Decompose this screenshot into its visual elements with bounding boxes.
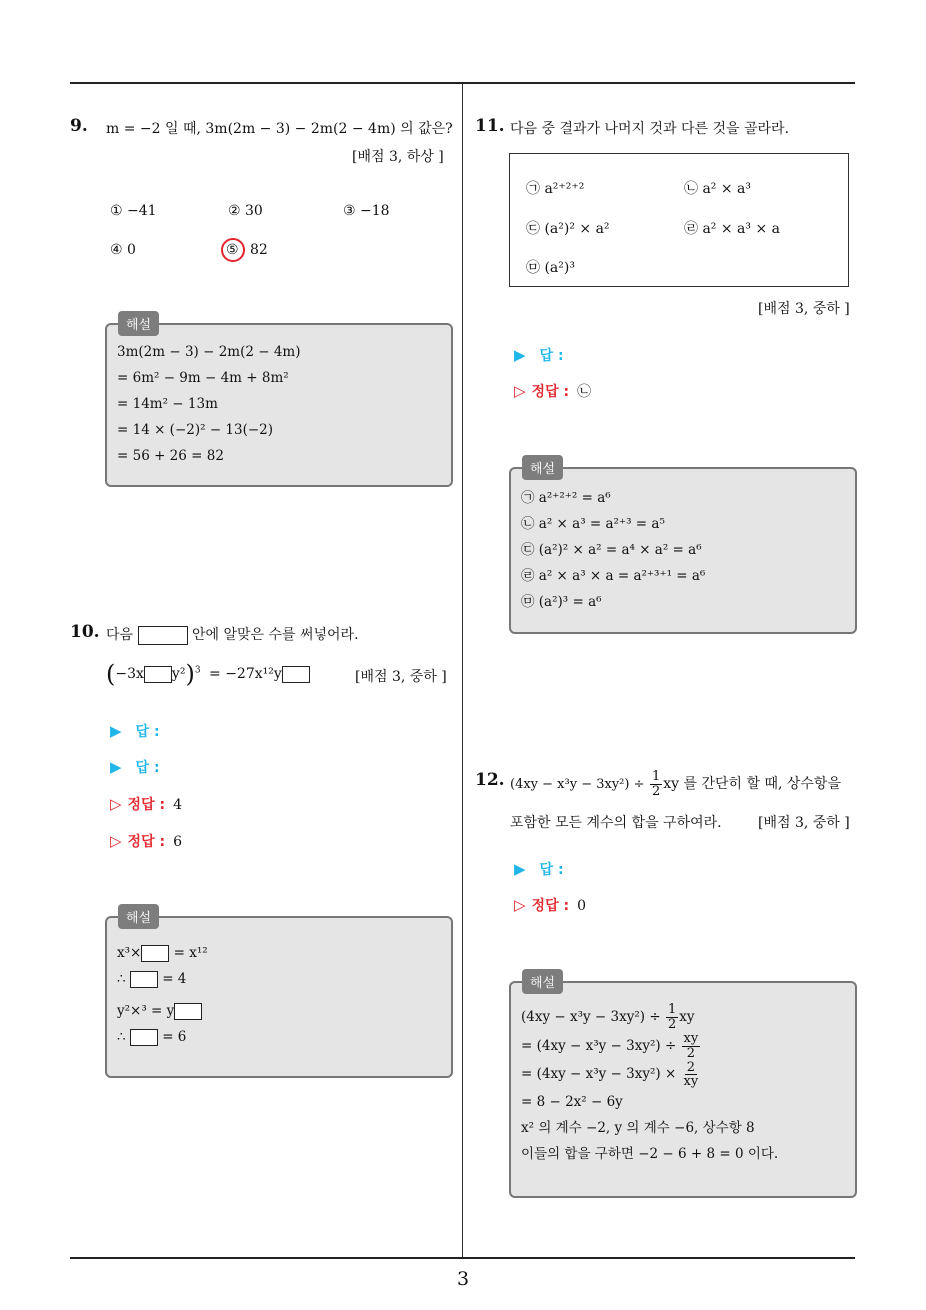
q10-meta: [배점 3, 중하 ] <box>355 669 447 685</box>
q10-answer-line-2[interactable]: ▶ 답 : <box>110 758 160 776</box>
q9-sol-line: 3m(2m − 3) − 2m(2 − 4m) <box>117 344 301 360</box>
q10-eq-pow: 3 <box>194 665 201 676</box>
q10-sol-box <box>130 1029 158 1046</box>
q10-sol-line: y²×³ = y <box>117 998 441 1024</box>
q9-choice-3[interactable]: ③ −18 <box>343 203 390 219</box>
q9-solution-box <box>105 323 453 487</box>
q11-sol-line: ㉢ (a²)² × a² = a⁴ × a² = a⁶ <box>521 542 702 558</box>
q10-solution-tag: 해설 <box>118 904 159 929</box>
q9-solution-tag: 해설 <box>118 311 159 336</box>
q9-choice-2[interactable]: ② 30 <box>228 203 263 219</box>
q11-sol-line: ㉠ a²⁺²⁺² = a⁶ <box>521 490 611 506</box>
q10-sol-line: x³× = x¹² <box>117 945 208 961</box>
q11-option-4[interactable]: ㉣ a² × a³ × a <box>684 221 780 237</box>
q10-number: 10. <box>70 622 100 642</box>
q12-answer-line[interactable]: ▶ 답 : <box>514 860 564 878</box>
q11-number: 11. <box>475 116 505 136</box>
correct-triangle-icon: ▷ <box>110 795 122 813</box>
bottom-rule <box>70 1257 855 1259</box>
q11-sol-line: ㉡ a² × a³ = a²⁺³ = a⁵ <box>521 516 665 532</box>
q10-sol-box <box>174 1003 202 1020</box>
q9-choice-1[interactable]: ① −41 <box>110 203 157 219</box>
answer-arrow-icon: ▶ <box>110 722 122 740</box>
q10-sol-line: ∴ = 6 <box>117 1029 187 1045</box>
q10-correct-line-1: ▷ 정답 : 4 <box>110 795 182 813</box>
q9-text: m = −2 일 때, 3m(2m − 3) − 2m(2 − 4m) 의 값은? <box>106 121 453 137</box>
q11-options-box <box>509 153 849 287</box>
q10-sol-line: ∴ = 4 <box>117 971 187 987</box>
q10-eq-mid: y² <box>171 666 186 682</box>
q9-number: 9. <box>70 116 88 136</box>
answer-arrow-icon: ▶ <box>110 758 122 776</box>
q11-option-5[interactable]: ㉤ (a²)³ <box>526 260 575 276</box>
q9-sol-line: = 6m² − 9m − 4m + 8m² <box>117 370 289 386</box>
q11-correct-line: ▷ 정답 : ㉡ <box>514 382 592 400</box>
q11-meta: [배점 3, 중하 ] <box>758 301 850 317</box>
q12-correct-line: ▷ 정답 : 0 <box>514 896 586 914</box>
correct-triangle-icon: ▷ <box>110 832 122 850</box>
q10-blank-box <box>138 626 188 645</box>
q9-choice-4[interactable]: ④ 0 <box>110 242 136 258</box>
q12-fraction: $\frac{1}{2}$ <box>651 769 661 799</box>
answer-arrow-icon: ▶ <box>514 860 526 878</box>
q10-equation: (−3x y²)$^3$ = −27x¹²y <box>106 660 310 688</box>
column-divider <box>462 84 463 1259</box>
q10-text <box>106 624 359 645</box>
q11-option-1[interactable]: ㉠ a²⁺²⁺² <box>526 181 585 197</box>
q9-choice-5-marker[interactable]: ⑤ <box>226 242 239 258</box>
q12-text-line1: (4xy − x³y − 3xy²) ÷ $\frac{1}{2}$ xy 를 간단히 할 때, 상수항을 <box>510 769 841 799</box>
q12-solution-box <box>509 981 857 1198</box>
q10-text-a: 다음 <box>106 627 134 643</box>
q9-meta: [배점 3, 하상 ] <box>352 149 444 165</box>
q10-sol-box <box>130 971 158 988</box>
q12-sol-line: = 8 − 2x² − 6y <box>521 1093 623 1110</box>
q11-sol-line: ㉣ a² × a³ × a = a²⁺³⁺¹ = a⁶ <box>521 568 706 584</box>
answer-arrow-icon: ▶ <box>514 346 526 364</box>
q12-sol-line: 이들의 합을 구하면 −2 − 6 + 8 = 0 이다. <box>521 1145 779 1162</box>
q12-sol-line: (4xy − x³y − 3xy²) ÷ $\frac{1}{2}$ xy <box>521 1002 695 1032</box>
q10-correct-line-2: ▷ 정답 : 6 <box>110 832 182 850</box>
q11-option-3[interactable]: ㉢ (a²)² × a² <box>526 221 610 237</box>
page-number: 3 <box>456 1268 470 1290</box>
q12-sol-line: = (4xy − x³y − 3xy²) × $\frac{2}{xy}$ <box>521 1059 699 1090</box>
q10-eq-left: −3x <box>115 666 144 682</box>
q12-sol-line: x² 의 계수 −2, y 의 계수 −6, 상수항 8 <box>521 1119 755 1136</box>
q10-eq-blank-1[interactable] <box>144 666 172 683</box>
q12-meta: [배점 3, 중하 ] <box>758 815 850 831</box>
q10-sol-box <box>141 945 169 962</box>
q11-sol-line: ㉤ (a²)³ = a⁶ <box>521 594 602 610</box>
correct-triangle-icon: ▷ <box>514 382 526 400</box>
q9-sol-line: = 14m² − 13m <box>117 396 218 412</box>
q12-number: 12. <box>475 770 505 790</box>
q12-text-line2: 포함한 모든 계수의 합을 구하여라. <box>510 815 722 831</box>
q11-text: 다음 중 결과가 나머지 것과 다른 것을 골라라. <box>510 121 790 137</box>
q10-text-b: 안에 알맞은 수를 써넣어라. <box>191 627 359 643</box>
q9-sol-line: = 56 + 26 = 82 <box>117 448 224 464</box>
q10-answer-line-1[interactable]: ▶ 답 : <box>110 722 160 740</box>
q11-answer-line[interactable]: ▶ 답 : <box>514 346 564 364</box>
q12-sol-line: = (4xy − x³y − 3xy²) ÷ $\frac{xy}{2}$ <box>521 1031 699 1061</box>
q9-sol-line: = 14 × (−2)² − 13(−2) <box>117 422 274 438</box>
q11-option-2[interactable]: ㉡ a² × a³ <box>684 181 751 197</box>
q10-eq-blank-2[interactable] <box>282 666 310 683</box>
q10-eq-right: = −27x¹²y <box>209 666 282 682</box>
q12-solution-tag: 해설 <box>522 969 563 994</box>
q9-choice-5-value: 82 <box>250 242 268 258</box>
q10-solution-box <box>105 916 453 1078</box>
correct-triangle-icon: ▷ <box>514 896 526 914</box>
q11-solution-tag: 해설 <box>522 455 563 480</box>
q11-solution-box <box>509 467 857 634</box>
